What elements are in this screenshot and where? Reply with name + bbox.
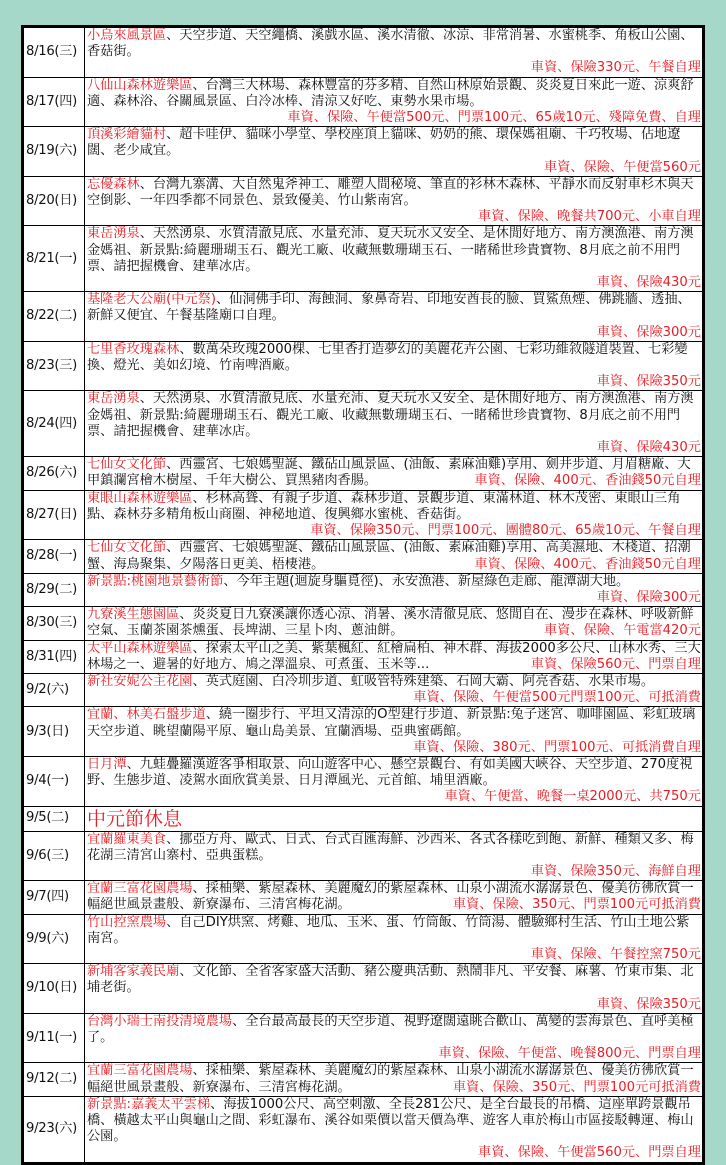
schedule-row [24, 607, 703, 640]
trip-details [85, 964, 703, 1014]
destination-name: 東岳湧泉 [87, 391, 140, 407]
itinerary-description: 、天然湧泉、水質清澈見底、水量充沛、夏天玩水又安全、是休閒好地方、南方澳漁港、南方澳金媽祖、新景點:綺麗珊瑚玉石、觀光工廠、收藏無數珊瑚玉石、一睹稀世珍貴寶物、8月底之前不用門票、請把握機會、建華冰店。 [87, 391, 694, 439]
trip-details [85, 707, 703, 757]
itinerary-description: 、海拔1000公尺、高空刺激、全長281公尺、是全台最長的吊橋、這座單跨景觀吊橋、橫越太平山與龜山之間、彩虹瀑布、溪谷如栗價以當天價為準、遊客人車於梅山市區接駁轉運、梅山公園。 [87, 1096, 694, 1145]
trip-cost: 車資、保險350元、海鮮自理 [530, 863, 701, 879]
trip-cost: 車資、保險350元、門票100元、團體80元、65歲10元、午餐自理 [310, 523, 701, 539]
itinerary-description: 、採柚樂、紫屋森林、美麗魔幻的紫屋森林、山泉小湖流水潺潺景色、優美彷彿欣賞一幅絕世風景畫般、新寮瀑布、三清宮梅花湖。 [87, 881, 694, 913]
trip-cost: 車資、保險、午電當420元 [543, 623, 701, 639]
trip-details [85, 391, 703, 457]
destination-name: 宜蘭三富花園農場 [87, 881, 193, 897]
trip-details [85, 756, 703, 806]
trip-cost: 車資、保險、午便當500元、門票100元、65歲10元、殘障免費、自理 [287, 110, 701, 126]
destination-name: 宜蘭三富花園農場 [87, 1063, 193, 1079]
schedule-row [24, 226, 703, 292]
schedule-row [24, 640, 703, 673]
destination-name: 頂溪彩繪貓村 [87, 127, 167, 143]
trip-cost: 車資、保險、晚餐共700元、小車自理 [478, 209, 701, 225]
itinerary-description: 、自己DIY烘窯、烤雞、地瓜、玉米、蛋、竹筒飯、竹筒湯、體驗鄉村生活、竹山土地公紫南宮。 [87, 914, 690, 946]
itinerary-description: 、台灣三大林場、森林豐富的芬多精、自然山林原始景觀、炎炎夏日來此一遊、涼爽舒適、森林浴、谷關風景區、白冷冰棒、清涼又好吃、東勢水果市場。 [87, 77, 694, 109]
trip-date: 8/17(四) [24, 77, 85, 127]
schedule-row [24, 707, 703, 757]
destination-name: 七仙女文化節 [87, 457, 167, 473]
schedule-row [24, 964, 703, 1014]
trip-date: 8/21(一) [24, 226, 85, 292]
trip-date: 9/6(三) [24, 831, 85, 881]
destination-name: 基隆老大公廟(中元祭) [87, 292, 216, 308]
trip-date: 8/30(三) [24, 607, 85, 640]
destination-name: 新社安妮公主花園 [87, 673, 193, 689]
itinerary-description: 、仙洞佛手印、海蝕洞、象鼻奇岩、印地安酋長的臉、買鯊魚煙、佛跳牆、透抽、新鮮又便宜、午餐基隆廟口自理。 [87, 292, 691, 324]
destination-name: 新景點:嘉義太平雲梯 [87, 1096, 211, 1112]
destination-name: 七仙女文化節 [87, 540, 167, 556]
trip-details [85, 540, 703, 573]
itinerary-description: 、西靈宮、七娘媽聖誕、鐵砧山風景區、(油飯、素麻油雞)享用、高美濕地、木棧道、招潮蟹、海鳥聚集、夕陽落日更美、梧棲港。 [87, 540, 691, 572]
itinerary-description: 、數萬朵玫瑰2000棵、七里香打造夢幻的美麗花卉公園、七彩功維敘隧道裝置、七彩變換、燈光、美如幻境、竹南啤酒廠。 [87, 341, 688, 374]
trip-cost: 車資、保險、午便當500元門票100元、可抵消費 [413, 690, 701, 706]
destination-name: 太平山森林遊樂區 [87, 640, 193, 656]
destination-name: 宜蘭、林美石盤步道 [87, 707, 206, 723]
itinerary-description: 、全台最高最長的天空步道、視野遼闊遠眺合歡山、萬變的雲海景色、直呼美極了。 [87, 1013, 694, 1045]
trip-details [85, 640, 703, 673]
trip-date: 8/26(六) [24, 457, 85, 490]
trip-details [85, 127, 703, 177]
trip-cost: 車資、保險、400元、香油錢50元自理 [474, 473, 701, 489]
trip-details [85, 673, 703, 706]
itinerary-description: 、超卡哇伊、貓咪小學堂、學校座頂上貓咪、奶奶的熊、環保媽祖廟、千巧牧場、佔地遼闊、老少咸宜。 [87, 127, 681, 159]
itinerary-description: 、炎炎夏日九寮溪讓你透心涼、消暑、溪水清徹見底、悠閒自在、漫步在森林、呼吸新鮮空氣、玉蘭茶園茶燻蛋、長埤湖、三星卜肉、蔥油餅。 [87, 607, 694, 639]
trip-cost: 車資、保險350元 [596, 374, 701, 390]
destination-name: 東岳湧泉 [87, 226, 140, 242]
trip-date: 8/20(日) [24, 176, 85, 226]
trip-details [85, 607, 703, 640]
schedule-row [24, 1063, 703, 1096]
schedule-row-rest-day [24, 806, 703, 831]
trip-details [85, 28, 703, 78]
trip-details [85, 573, 703, 606]
trip-details [85, 226, 703, 292]
schedule-row [24, 573, 703, 606]
destination-name: 九寮溪生態園區 [87, 607, 180, 623]
trip-date: 8/27(日) [24, 490, 85, 540]
trip-details [85, 831, 703, 881]
trip-details [85, 341, 703, 391]
destination-name: 新埔客家義民廟 [87, 964, 180, 980]
trip-cost: 車資、保險、午便當、晚餐800元、門票自理 [438, 1046, 701, 1062]
trip-cost: 車資、保險、350元、門票100元可抵消費 [452, 1079, 701, 1095]
trip-date: 8/16(三) [24, 28, 85, 78]
itinerary-description: 、英式庭園、白冷圳步道、虹吸管特殊建築、石岡大霸、阿亮香菇、水果市場。 [192, 673, 655, 689]
schedule-row [24, 1096, 703, 1162]
trip-details [85, 77, 703, 127]
itinerary-description: 、探索太平山之美、紫葉楓紅、紅檜扁柏、神木群、海拔2000多公尺、山林水秀、三大林場之一、避暑的好地方、鳩之澤溫泉、可煮蛋、玉米等... [87, 640, 701, 672]
schedule-row [24, 176, 703, 226]
schedule-row [24, 292, 703, 342]
destination-name: 新景點:桃園地景藝術節 [87, 573, 224, 589]
schedule-row [24, 341, 703, 391]
trip-details [85, 457, 703, 490]
trip-date: 9/11(一) [24, 1013, 85, 1063]
schedule-row [24, 1013, 703, 1063]
trip-details [85, 806, 703, 831]
destination-name: 竹山控窯農場 [87, 914, 167, 930]
itinerary-description: 、杉林高聳、有親子步道、森林步道、景觀步道、東滿林道、林木茂密、東眼山三角點、森林芬多精角板山商圈、神秘地道、復興鄉水蜜桃、香菇街。 [87, 490, 681, 522]
itinerary-description: 、天空步道、天空繩橋、溪戲水區、溪水清徹、冰涼、非常消暑、水蜜桃季、角板山公園、香菇街。 [87, 28, 694, 60]
itinerary-description: 、天然湧泉、水質清澈見底、水量充沛、夏天玩水又安全、是休閒好地方、南方澳漁港、南方澳金媽祖、新景點:綺麗珊瑚玉石、觀光工廠、收藏無數珊瑚玉石、一睹稀世珍貴寶物、8月底之前不用門票、請把握機會、建華冰店。 [87, 226, 694, 274]
schedule-row [24, 457, 703, 490]
itinerary-description: 、繞一圈步行、平坦又清涼的O型建行步道、新景點:兔子迷宮、咖啡園區、彩虹玻璃天空步道、眺望蘭陽平原、龜山島美景、宜蘭酒場、亞典蜜碼館。 [87, 707, 696, 739]
trip-cost: 車資、保險430元 [596, 440, 701, 456]
trip-date: 9/7(四) [24, 881, 85, 914]
schedule-row [24, 490, 703, 540]
destination-name: 小烏來風景區 [87, 28, 167, 43]
itinerary-description: 、採柚樂、紫屋森林、美麗魔幻的紫屋森林、山泉小湖流水潺潺景色、優美彷彿欣賞一幅絕世風景畫般、新寮瀑布、三清宮梅花湖。 [87, 1063, 694, 1095]
schedule-row [24, 831, 703, 881]
destination-name: 日月潭 [87, 756, 127, 772]
trip-cost: 車資、保險、午便當560元 [543, 159, 701, 175]
trip-date: 8/29(二) [24, 573, 85, 606]
trip-details [85, 1063, 703, 1096]
trip-details [85, 914, 703, 964]
destination-name: 八仙山森林遊樂區 [87, 77, 193, 93]
itinerary-description: 、九蛙疊羅漢遊客爭相取景、向山遊客中心、懸空景觀台、有如美國大峽谷、天空步道、270度視野、生態步道、凌駕水面欣賞美景、日月潭風光、元首館、埔里酒廠。 [87, 756, 693, 789]
schedule-row [24, 756, 703, 806]
tour-schedule-sheet [21, 25, 705, 1165]
schedule-row [24, 127, 703, 177]
destination-name: 台灣小瑞士南投清境農場 [87, 1013, 233, 1029]
schedule-table [23, 27, 703, 1163]
trip-date: 8/24(四) [24, 391, 85, 457]
schedule-row [24, 77, 703, 127]
schedule-row [24, 540, 703, 573]
itinerary-description: 、西靈宮、七娘媽聖誕、鐵砧山風景區、(油飯、素麻油雞)享用、劍井步道、月眉糖廠、大甲鎮瀾宮檜木樹屋、千年大樹公、買黑豬肉香腸。 [87, 457, 691, 489]
trip-cost: 車資、保險、400元、香油錢50元自理 [474, 556, 701, 572]
trip-details [85, 1013, 703, 1063]
trip-cost: 車資、午便當、晚餐一桌2000元、共750元 [444, 789, 701, 805]
trip-details [85, 176, 703, 226]
itinerary-description: 、今年主題(迴旋身驅覓徑)、永安漁港、新屋綠色走廊、龍潭湖大地。 [223, 573, 630, 589]
rest-day-notice: 中元節休息 [87, 807, 183, 830]
trip-date: 9/4(一) [24, 756, 85, 806]
trip-date: 8/23(三) [24, 341, 85, 391]
trip-cost: 車資、保險300元 [596, 324, 701, 340]
schedule-row [24, 881, 703, 914]
destination-name: 宜蘭羅東美食 [87, 831, 167, 847]
trip-details [85, 1096, 703, 1162]
trip-date: 9/10(日) [24, 964, 85, 1014]
trip-details [85, 490, 703, 540]
itinerary-description: 、台灣九寨溝、大自然鬼斧神工、雕塑人間秘境、筆直的衫林木森林、平靜水而反射車杉木與天空倒影、一年四季都不同景色、景致優美、竹山紫南宮。 [87, 176, 694, 209]
destination-name: 忘優森林 [87, 176, 140, 192]
trip-details [85, 881, 703, 914]
trip-date: 9/3(日) [24, 707, 85, 757]
trip-cost: 車資、保險430元 [596, 275, 701, 291]
trip-cost: 車資、保險、380元、門票100元、可抵消費自理 [413, 739, 701, 755]
trip-date: 8/19(六) [24, 127, 85, 177]
destination-name: 東眼山森林遊樂區 [87, 490, 193, 506]
schedule-row [24, 391, 703, 457]
trip-date: 9/23(六) [24, 1096, 85, 1162]
schedule-row [24, 914, 703, 964]
trip-date: 9/5(二) [24, 806, 85, 831]
schedule-row [24, 28, 703, 78]
trip-date: 8/28(一) [24, 540, 85, 573]
itinerary-description: 、挪亞方舟、歐式、日式、台式百匯海鮮、沙西米、各式各樣吃到飽、新鮮、種類又多、梅花湖三清宮山寨村、亞典蛋糕。 [87, 831, 694, 863]
trip-cost: 車資、保險、午餐控窯750元 [530, 946, 701, 962]
destination-name: 七里香玫瑰森林 [87, 341, 180, 357]
trip-cost: 車資、保險300元 [596, 589, 701, 605]
schedule-row [24, 673, 703, 706]
trip-cost: 車資、保險、350元、門票100元可抵消費 [452, 897, 701, 913]
trip-cost: 車資、保險560元、門票自理 [530, 656, 701, 672]
trip-date: 9/12(二) [24, 1063, 85, 1096]
trip-cost: 車資、保險、午便當560元、門票自理 [478, 1145, 701, 1161]
trip-date: 8/22(二) [24, 292, 85, 342]
trip-date: 9/2(六) [24, 673, 85, 706]
trip-details [85, 292, 703, 342]
trip-date: 9/9(六) [24, 914, 85, 964]
itinerary-description: 、文化節、全省客家盛大活動、豬公慶典活動、熱鬧非凡、平安餐、麻薯、竹東市集、北埔老街。 [87, 964, 694, 996]
trip-cost: 車資、保險330元、午餐自理 [530, 60, 701, 76]
trip-cost: 車資、保險350元 [596, 996, 701, 1012]
trip-date: 8/31(四) [24, 640, 85, 673]
